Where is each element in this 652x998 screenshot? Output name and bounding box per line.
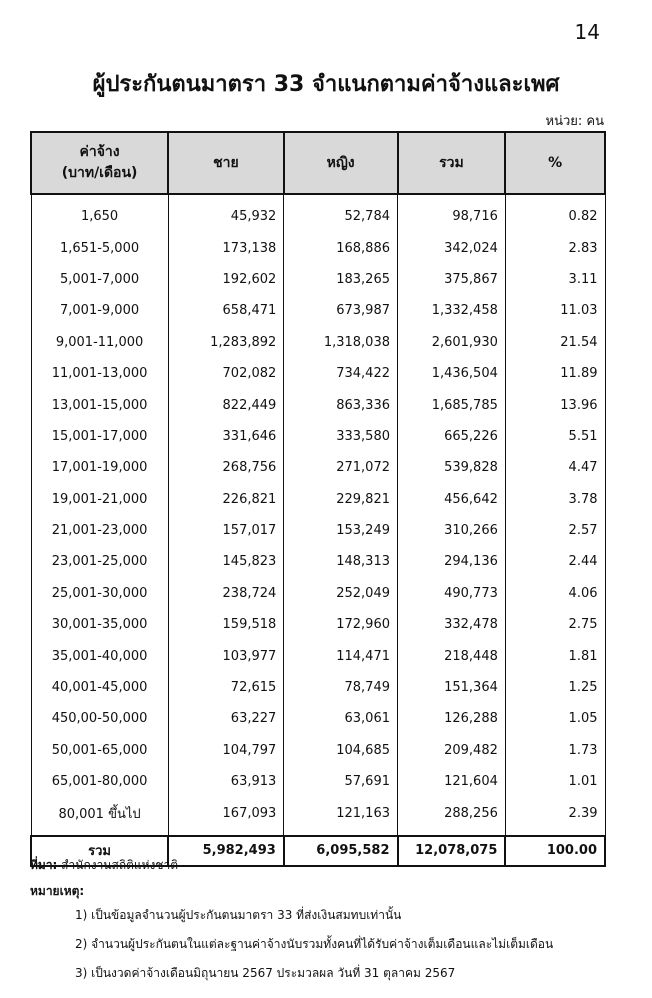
percent-cell: 2.83 — [505, 232, 605, 263]
wage-range-cell: 23,001-25,000 — [31, 546, 168, 577]
percent-cell: 3.11 — [505, 264, 605, 295]
total-cell: 126,288 — [398, 703, 506, 734]
female-cell: 1,318,038 — [284, 327, 398, 358]
percent-cell: 4.47 — [505, 452, 605, 483]
total-cell: 490,773 — [398, 578, 506, 609]
female-cell: 168,886 — [284, 232, 398, 263]
wage-range-cell: 1,650 — [31, 194, 168, 232]
male-cell: 658,471 — [168, 295, 284, 326]
male-cell: 63,913 — [168, 766, 284, 797]
total-cell: 310,266 — [398, 515, 506, 546]
percent-cell: 1.81 — [505, 640, 605, 671]
male-cell: 104,797 — [168, 735, 284, 766]
page-title: ผู้ประกันตนมาตรา 33 จำแนกตามค่าจ้างและเพศ — [92, 72, 560, 97]
wage-range-cell: 19,001-21,000 — [31, 484, 168, 515]
male-cell: 268,756 — [168, 452, 284, 483]
table-row — [31, 735, 605, 766]
percent-cell: 2.75 — [505, 609, 605, 640]
percent-cell: 2.39 — [505, 797, 605, 835]
male-cell: 72,615 — [168, 672, 284, 703]
wage-range-cell: 17,001-19,000 — [31, 452, 168, 483]
footer-male: 5,982,493 — [168, 836, 284, 866]
wage-range-cell: 65,001-80,000 — [31, 766, 168, 797]
percent-cell: 2.57 — [505, 515, 605, 546]
female-cell: 734,422 — [284, 358, 398, 389]
table-row — [31, 766, 605, 797]
female-cell: 229,821 — [284, 484, 398, 515]
wage-range-cell: 80,001 ขึ้นไป — [31, 797, 168, 835]
header-wage-line1: ค่าจ้าง — [79, 144, 120, 160]
percent-cell: 21.54 — [505, 327, 605, 358]
female-cell: 252,049 — [284, 578, 398, 609]
wage-range-cell: 35,001-40,000 — [31, 640, 168, 671]
wage-gender-table — [30, 131, 606, 867]
source-line — [30, 856, 178, 875]
source-text: สำนักงานสถิติแห่งชาติ — [57, 858, 179, 872]
total-cell: 1,436,504 — [398, 358, 506, 389]
header-percent: % — [505, 132, 605, 194]
female-cell: 78,749 — [284, 672, 398, 703]
male-cell: 103,977 — [168, 640, 284, 671]
total-cell: 288,256 — [398, 797, 506, 835]
total-cell: 1,685,785 — [398, 389, 506, 420]
female-cell: 114,471 — [284, 640, 398, 671]
wage-range-cell: 9,001-11,000 — [31, 327, 168, 358]
percent-cell: 1.05 — [505, 703, 605, 734]
female-cell: 121,163 — [284, 797, 398, 835]
male-cell: 167,093 — [168, 797, 284, 835]
wage-range-cell: 30,001-35,000 — [31, 609, 168, 640]
female-cell: 183,265 — [284, 264, 398, 295]
table-row — [31, 515, 605, 546]
percent-cell: 4.06 — [505, 578, 605, 609]
table-row — [31, 797, 605, 835]
female-cell: 153,249 — [284, 515, 398, 546]
wage-range-cell: 25,001-30,000 — [31, 578, 168, 609]
wage-range-cell: 5,001-7,000 — [31, 264, 168, 295]
male-cell: 45,932 — [168, 194, 284, 232]
table-row — [31, 578, 605, 609]
total-cell: 98,716 — [398, 194, 506, 232]
note-item: 1) เป็นข้อมูลจำนวนผู้ประกันตนมาตรา 33 ที่ส่งเงินสมทบเท่านั้น — [75, 908, 402, 922]
wage-range-cell: 50,001-65,000 — [31, 735, 168, 766]
table-row — [31, 389, 605, 420]
wage-range-cell: 11,001-13,000 — [31, 358, 168, 389]
percent-cell: 5.51 — [505, 421, 605, 452]
total-cell: 294,136 — [398, 546, 506, 577]
female-cell: 52,784 — [284, 194, 398, 232]
unit-label: หน่วย: คน — [545, 114, 604, 129]
table-row — [31, 264, 605, 295]
footer-percent: 100.00 — [505, 836, 605, 866]
total-cell: 539,828 — [398, 452, 506, 483]
table-row — [31, 640, 605, 671]
male-cell: 1,283,892 — [168, 327, 284, 358]
female-cell: 673,987 — [284, 295, 398, 326]
percent-cell: 11.03 — [505, 295, 605, 326]
percent-cell: 3.78 — [505, 484, 605, 515]
male-cell: 157,017 — [168, 515, 284, 546]
total-cell: 209,482 — [398, 735, 506, 766]
table-row — [31, 194, 605, 232]
total-cell: 1,332,458 — [398, 295, 506, 326]
header-total: รวม — [398, 132, 506, 194]
female-cell: 863,336 — [284, 389, 398, 420]
wage-range-cell: 7,001-9,000 — [31, 295, 168, 326]
notes-title: หมายเหตุ: — [30, 884, 85, 898]
note-item: 2) จำนวนผู้ประกันตนในแต่ละฐานค่าจ้างนับรวมทั้งคนที่ได้รับค่าจ้างเต็มเดือนและไม่เต็มเดือน — [75, 937, 554, 951]
female-cell: 172,960 — [284, 609, 398, 640]
male-cell: 173,138 — [168, 232, 284, 263]
total-cell: 332,478 — [398, 609, 506, 640]
total-cell: 2,601,930 — [398, 327, 506, 358]
header-wage — [31, 132, 168, 194]
table-row — [31, 327, 605, 358]
table-row — [31, 546, 605, 577]
notes-list — [75, 906, 553, 993]
percent-cell: 2.44 — [505, 546, 605, 577]
total-cell: 121,604 — [398, 766, 506, 797]
female-cell: 63,061 — [284, 703, 398, 734]
wage-range-cell: 1,651-5,000 — [31, 232, 168, 263]
table-body — [31, 194, 605, 836]
header-wage-line2: (บาท/เดือน) — [61, 165, 138, 181]
male-cell: 238,724 — [168, 578, 284, 609]
total-cell: 151,364 — [398, 672, 506, 703]
table-row — [31, 358, 605, 389]
table-row — [31, 295, 605, 326]
table-row — [31, 484, 605, 515]
total-cell: 375,867 — [398, 264, 506, 295]
female-cell: 333,580 — [284, 421, 398, 452]
source-label: ที่มา: — [30, 858, 58, 872]
table-header-row — [31, 132, 605, 194]
percent-cell: 1.25 — [505, 672, 605, 703]
table-row — [31, 232, 605, 263]
percent-cell: 1.73 — [505, 735, 605, 766]
female-cell: 57,691 — [284, 766, 398, 797]
wage-range-cell: 15,001-17,000 — [31, 421, 168, 452]
male-cell: 159,518 — [168, 609, 284, 640]
wage-range-cell: 13,001-15,000 — [31, 389, 168, 420]
header-male: ชาย — [168, 132, 284, 194]
wage-range-cell: 21,001-23,000 — [31, 515, 168, 546]
percent-cell: 1.01 — [505, 766, 605, 797]
male-cell: 63,227 — [168, 703, 284, 734]
total-cell: 342,024 — [398, 232, 506, 263]
percent-cell: 0.82 — [505, 194, 605, 232]
table-row — [31, 452, 605, 483]
total-cell: 456,642 — [398, 484, 506, 515]
male-cell: 145,823 — [168, 546, 284, 577]
wage-range-cell: 450,00-50,000 — [31, 703, 168, 734]
male-cell: 702,082 — [168, 358, 284, 389]
page-number: 14 — [574, 20, 600, 44]
male-cell: 192,602 — [168, 264, 284, 295]
male-cell: 822,449 — [168, 389, 284, 420]
total-cell: 218,448 — [398, 640, 506, 671]
female-cell: 271,072 — [284, 452, 398, 483]
wage-range-cell: 40,001-45,000 — [31, 672, 168, 703]
total-cell: 665,226 — [398, 421, 506, 452]
table-row — [31, 703, 605, 734]
female-cell: 148,313 — [284, 546, 398, 577]
table-row — [31, 421, 605, 452]
table-row — [31, 609, 605, 640]
footer-total: 12,078,075 — [398, 836, 506, 866]
note-item: 3) เป็นงวดค่าจ้างเดือนมิถุนายน 2567 ประมวลผล วันที่ 31 ตุลาคม 2567 — [75, 966, 456, 980]
percent-cell: 11.89 — [505, 358, 605, 389]
header-female: หญิง — [284, 132, 398, 194]
male-cell: 226,821 — [168, 484, 284, 515]
footer-female: 6,095,582 — [284, 836, 398, 866]
footer-label: รวม — [31, 836, 168, 866]
female-cell: 104,685 — [284, 735, 398, 766]
percent-cell: 13.96 — [505, 389, 605, 420]
table-row — [31, 672, 605, 703]
male-cell: 331,646 — [168, 421, 284, 452]
